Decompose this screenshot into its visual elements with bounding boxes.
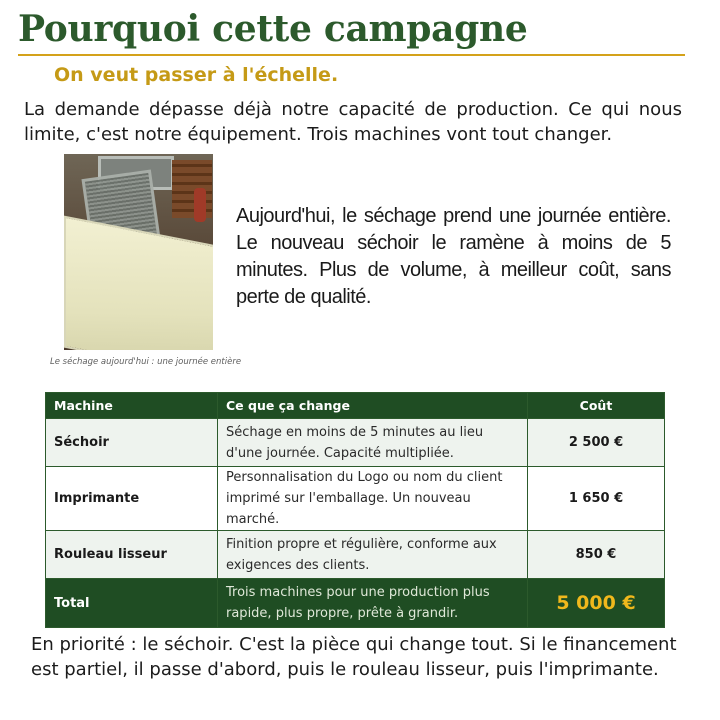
- total-label: Total: [46, 579, 218, 628]
- machine-name: Imprimante: [46, 467, 218, 531]
- header-cost: Coût: [528, 393, 665, 419]
- header-change: Ce que ça change: [218, 393, 528, 419]
- table-row: [46, 419, 665, 467]
- table-row: [46, 467, 665, 531]
- page-subtitle: On veut passer à l'échelle.: [54, 64, 339, 86]
- drying-description: Aujourd'hui, le séchage prend une journée entière. Le nouveau séchoir le ramène à moins de 5 minutes. Plus de volume, à meilleur coût, sans perte de qualité.: [236, 205, 671, 308]
- total-cost: 5 000 €: [528, 579, 665, 628]
- total-description: Trois machines pour une production plus rapide, plus propre, prête à grandir.: [218, 579, 528, 628]
- equipment-cost-table: [45, 392, 665, 628]
- photo-caption: Le séchage aujourd'hui : une journée entière: [50, 357, 242, 367]
- table-row: [46, 531, 665, 579]
- total-row: [46, 579, 665, 628]
- machine-cost: 2 500 €: [528, 419, 665, 467]
- page-title: Pourquoi cette campagne: [18, 8, 528, 50]
- drying-photo: [64, 154, 213, 350]
- machine-cost: 1 650 €: [528, 467, 665, 531]
- machine-cost: 850 €: [528, 531, 665, 579]
- header-machine: Machine: [46, 393, 218, 419]
- machine-benefit: Personnalisation du Logo ou nom du client imprimé sur l'emballage. Un nouveau marché.: [218, 467, 528, 531]
- photo-object: [194, 188, 206, 222]
- title-divider: [18, 54, 685, 56]
- photo-crate: [172, 160, 212, 218]
- machine-benefit: Séchage en moins de 5 minutes au lieu d'une journée. Capacité multipliée.: [218, 419, 528, 467]
- closing-paragraph: En priorité : le séchoir. C'est la pièce qui change tout. Si le financement est partiel, il passe d'abord, puis le rouleau lisseur, puis l'imprimante.: [31, 634, 677, 680]
- table-header-row: [46, 393, 665, 419]
- machine-name: Rouleau lisseur: [46, 531, 218, 579]
- machine-name: Séchoir: [46, 419, 218, 467]
- intro-paragraph: La demande dépasse déjà notre capacité de production. Ce qui nous limite, c'est notre équipement. Trois machines vont tout changer.: [24, 99, 682, 145]
- machine-benefit: Finition propre et régulière, conforme aux exigences des clients.: [218, 531, 528, 579]
